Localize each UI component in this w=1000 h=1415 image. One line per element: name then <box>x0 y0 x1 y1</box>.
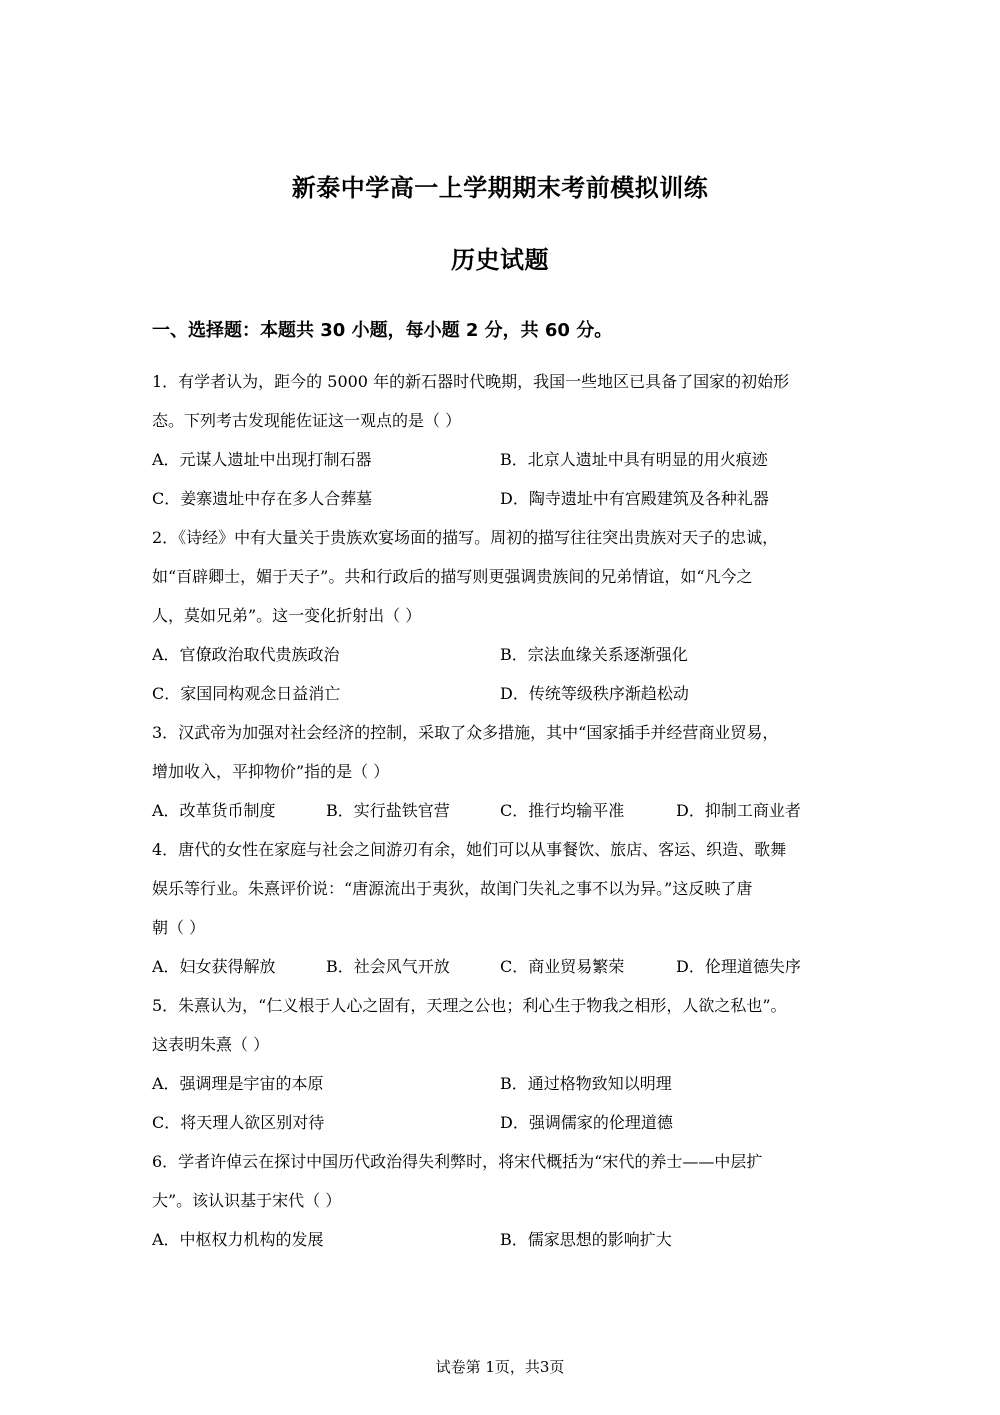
question-6-stem-line-2: 大”。该认识基于宋代（ ） <box>152 1191 342 1210</box>
question-2-option-a: A．官僚政治取代贵族政治 <box>152 645 340 664</box>
question-5-option-d: D．强调儒家的伦理道德 <box>500 1113 673 1132</box>
question-4-option-b: B．社会风气开放 <box>326 957 450 976</box>
question-5-stem-line-2: 这表明朱熹（ ） <box>152 1035 270 1054</box>
question-1-stem-line-1: 1．有学者认为，距今的 5000 年的新石器时代晚期，我国一些地区已具备了国家的初始形 <box>152 372 790 391</box>
question-3-stem-line-1: 3．汉武帝为加强对社会经济的控制，采取了众多措施，其中“国家插手并经营商业贸易， <box>152 723 779 742</box>
question-5-option-b: B．通过格物致知以明理 <box>500 1074 672 1093</box>
question-2-stem-line-3: 人，莫如兄弟”。这一变化折射出（ ） <box>152 606 422 625</box>
page-footer: 试卷第 1页，共3页 <box>435 1358 565 1376</box>
question-2-stem-line-2: 如“百辟卿士，媚于天子”。共和行政后的描写则更强调贵族间的兄弟情谊，如“凡今之 <box>152 567 753 586</box>
question-6-option-a: A．中枢权力机构的发展 <box>152 1230 324 1249</box>
question-2-option-c: C．家国同构观念日益消亡 <box>152 684 341 703</box>
exam-subtitle: 历史试题 <box>451 246 549 274</box>
question-4-option-d: D．伦理道德失序 <box>676 957 801 976</box>
question-5-option-c: C．将天理人欲区别对待 <box>152 1113 325 1132</box>
question-2-stem-line-1: 2．《诗经》中有大量关于贵族欢宴场面的描写。周初的描写往往突出贵族对天子的忠诚， <box>152 528 779 547</box>
question-1-option-b: B．北京人遗址中具有明显的用火痕迹 <box>500 450 768 469</box>
section-heading: 一、选择题：本题共 30 小题，每小题 2 分，共 60 分。 <box>152 320 613 341</box>
question-4-stem-line-1: 4．唐代的女性在家庭与社会之间游刃有余，她们可以从事餐饮、旅店、客运、织造、歌舞 <box>152 840 787 859</box>
question-6-stem-line-1: 6．学者许倬云在探讨中国历代政治得失利弊时，将宋代概括为“宋代的养士——中层扩 <box>152 1152 763 1171</box>
question-2-option-b: B．宗法血缘关系逐渐强化 <box>500 645 688 664</box>
question-1-option-d: D．陶寺遗址中有宫殿建筑及各种礼器 <box>500 489 769 508</box>
question-4-stem-line-3: 朝（ ） <box>152 918 206 937</box>
question-3-option-d: D．抑制工商业者 <box>676 801 801 820</box>
question-1-stem-line-2: 态。下列考古发现能佐证这一观点的是（ ） <box>152 411 462 430</box>
question-3-option-b: B．实行盐铁官营 <box>326 801 450 820</box>
question-1-option-a: A．元谋人遗址中出现打制石器 <box>152 450 372 469</box>
question-3-stem-line-2: 增加收入，平抑物价”指的是（ ） <box>152 762 390 781</box>
question-5-stem-line-1: 5．朱熹认为，“仁义根于人心之固有，天理之公也；利心生于物我之相形，人欲之私也”。 <box>152 996 787 1015</box>
question-4-stem-line-2: 娱乐等行业。朱熹评价说：“唐源流出于夷狄，故闺门失礼之事不以为异。”这反映了唐 <box>152 879 753 898</box>
question-5-option-a: A．强调理是宇宙的本原 <box>152 1074 324 1093</box>
question-3-option-c: C．推行均输平准 <box>500 801 625 820</box>
question-2-option-d: D．传统等级秩序渐趋松动 <box>500 684 689 703</box>
question-1-option-c: C．姜寨遗址中存在多人合葬墓 <box>152 489 373 508</box>
question-4-option-a: A．妇女获得解放 <box>152 957 276 976</box>
question-4-option-c: C．商业贸易繁荣 <box>500 957 625 976</box>
exam-title: 新泰中学高一上学期期末考前模拟训练 <box>291 174 709 202</box>
question-6-option-b: B．儒家思想的影响扩大 <box>500 1230 672 1249</box>
question-3-option-a: A．改革货币制度 <box>152 801 276 820</box>
